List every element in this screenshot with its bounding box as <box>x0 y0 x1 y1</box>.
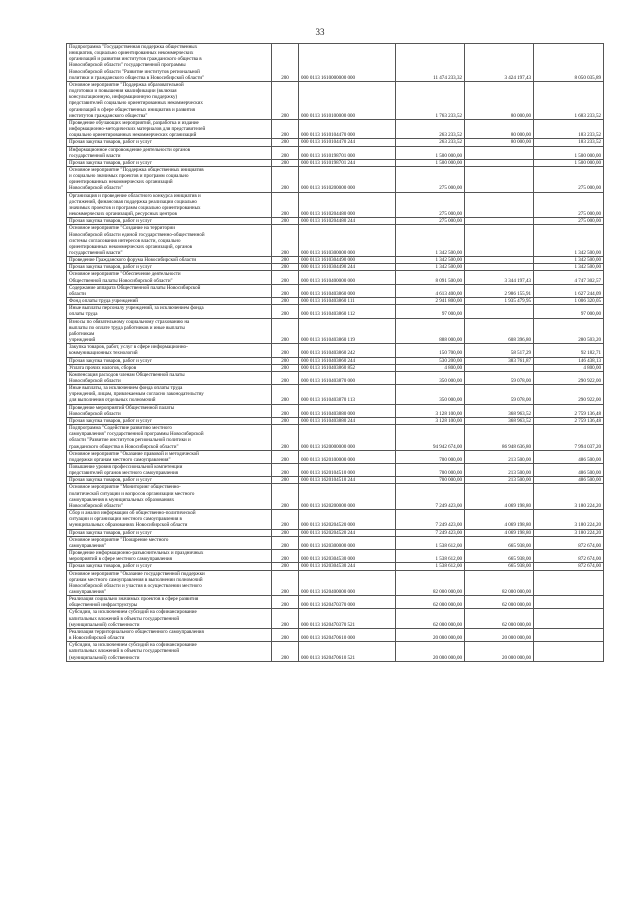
table-row <box>67 536 604 549</box>
row-classification-code: 000 0113 1610304490 000 <box>299 257 396 264</box>
row-classification-code: 000 0113 1620470370 521 <box>299 609 396 628</box>
row-classification-code: 000 0113 1610400000 000 <box>299 271 396 284</box>
row-approved-amount: 700 000,00 <box>396 477 465 484</box>
row-classification-code: 000 0113 1620400000 000 <box>299 570 396 596</box>
row-unexecuted-amount: 183 233,52 <box>534 139 604 146</box>
row-approved-amount: 3 128 100,00 <box>396 404 465 417</box>
table-row <box>67 563 604 570</box>
row-classification-code: 000 0113 1620104510 000 <box>299 464 396 477</box>
row-executed-amount: 80 000,00 <box>465 81 534 119</box>
row-approved-amount: 1 342 500,00 <box>396 225 465 257</box>
table-row <box>67 119 604 138</box>
row-approved-amount: 82 000 000,00 <box>396 570 465 596</box>
row-approved-amount: 94 942 674,00 <box>396 425 465 451</box>
row-name: Проведение информационно-разъяснительных и праздничных мероприятий в сфере местного самоуправления <box>67 550 272 563</box>
row-classification-code: 000 0113 1610104470 244 <box>299 139 396 146</box>
row-executed-amount: 665 938,00 <box>465 550 534 563</box>
table-row <box>67 318 604 344</box>
row-approved-amount: 263 233,52 <box>396 119 465 138</box>
table-row <box>67 271 604 284</box>
row-approved-amount: 530 200,00 <box>396 357 465 364</box>
row-executed-amount: 59 078,00 <box>465 385 534 404</box>
row-code: 200 <box>272 596 299 609</box>
row-executed-amount: 3 424 197,43 <box>465 44 534 82</box>
row-executed-amount: 58 517,29 <box>465 344 534 357</box>
row-approved-amount: 275 000,00 <box>396 218 465 225</box>
row-executed-amount <box>465 218 534 225</box>
row-code: 200 <box>272 450 299 463</box>
row-classification-code: 000 0113 1620470610 000 <box>299 628 396 641</box>
row-executed-amount <box>465 192 534 218</box>
table-row <box>67 477 604 484</box>
row-code: 200 <box>272 305 299 318</box>
row-name: Закупка товаров, работ, услуг в сфере информационно- коммуникационных технологий <box>67 344 272 357</box>
row-classification-code: 000 0113 1610403870 113 <box>299 385 396 404</box>
row-unexecuted-amount: 92 182,71 <box>534 344 604 357</box>
row-name: Субсидии, за исключением субсидий на софинансирование капитальных вложений в объекты государственной (муниципальной) собственности <box>67 642 272 661</box>
row-executed-amount: 80 000,00 <box>465 139 534 146</box>
row-name: Сбор и анализ информации об общественно-политической ситуации и организации местного самоуправления в муниципальных образованиях Новосибирской области <box>67 510 272 529</box>
row-executed-amount <box>465 159 534 166</box>
row-code: 200 <box>272 425 299 451</box>
row-executed-amount: 213 500,00 <box>465 464 534 477</box>
table-row <box>67 284 604 297</box>
table-row <box>67 642 604 661</box>
row-classification-code: 000 0113 1610403860 244 <box>299 357 396 364</box>
row-approved-amount: 275 000,00 <box>396 192 465 218</box>
row-name: Прочая закупка товаров, работ и услуг <box>67 529 272 536</box>
row-approved-amount: 1 500 000,00 <box>396 159 465 166</box>
table-row <box>67 529 604 536</box>
table-row <box>67 385 604 404</box>
row-code: 200 <box>272 464 299 477</box>
row-code: 200 <box>272 81 299 119</box>
row-unexecuted-amount <box>534 609 604 628</box>
row-approved-amount: 20 000 000,00 <box>396 642 465 661</box>
row-name: Субсидии, за исключением субсидий на софинансирование капитальных вложений в объекты государственной (муниципальной) собственности <box>67 609 272 628</box>
table-row <box>67 550 604 563</box>
row-classification-code: 000 0113 1620204520 000 <box>299 510 396 529</box>
row-name: Основное мероприятие "Создание на территории Новосибирской области единой государственно-общественной системы согласования интересов власти, социально ориентированных некоммерческих организаций, органов государственной власти" <box>67 225 272 257</box>
row-approved-amount: 700 000,00 <box>396 450 465 463</box>
row-approved-amount: 2 941 800,00 <box>396 298 465 305</box>
row-name: Прочая закупка товаров, работ и услуг <box>67 264 272 271</box>
row-unexecuted-amount <box>534 628 604 641</box>
row-name: Реализация социально значимых проектов в сфере развития общественной инфраструктуры <box>67 596 272 609</box>
row-approved-amount: 150 700,00 <box>396 344 465 357</box>
row-unexecuted-amount: 3 180 224,20 <box>534 529 604 536</box>
row-code: 200 <box>272 385 299 404</box>
table-row <box>67 464 604 477</box>
table-row <box>67 264 604 271</box>
row-executed-amount: 80 000,00 <box>465 119 534 138</box>
row-name: Подпрограмма "Государственная поддержка общественных инициатив, социально ориентированных некоммерческих организаций и развития институтов гражданского общества в Новосибирской области" государственной программы Новосибирской области "Развитие институтов региональной политики и гражданского общества в Новосибирской области" <box>67 44 272 82</box>
row-executed-amount: 213 500,00 <box>465 477 534 484</box>
row-name: Прочая закупка товаров, работ и услуг <box>67 477 272 484</box>
row-code: 200 <box>272 225 299 257</box>
row-unexecuted-amount: 486 500,00 <box>534 477 604 484</box>
row-unexecuted-amount: 7 994 037,20 <box>534 425 604 451</box>
row-approved-amount: 1 763 233,52 <box>396 81 465 119</box>
row-unexecuted-amount <box>534 642 604 661</box>
table-row <box>67 344 604 357</box>
row-unexecuted-amount: 8 050 035,89 <box>534 44 604 82</box>
row-classification-code: 000 0113 1610304490 244 <box>299 264 396 271</box>
row-unexecuted-amount: 872 674,00 <box>534 550 604 563</box>
row-name: Основное мероприятие "Мониторинг общественно- политической ситуации и вопросов организации местного самоуправления в муниципальных образованиях Новосибирской области" <box>67 484 272 510</box>
row-approved-amount: 1 500 000,00 <box>396 146 465 159</box>
row-approved-amount: 1 538 612,00 <box>396 563 465 570</box>
row-unexecuted-amount: 3 180 224,20 <box>534 484 604 510</box>
table-row <box>67 166 604 192</box>
row-executed-amount <box>465 305 534 318</box>
row-code: 200 <box>272 529 299 536</box>
row-code: 200 <box>272 357 299 364</box>
table-row <box>67 146 604 159</box>
row-name: Основное мероприятие "Поощрение местного самоуправления" <box>67 536 272 549</box>
row-classification-code: 000 0113 1610300000 000 <box>299 225 396 257</box>
row-unexecuted-amount: 275 000,00 <box>534 192 604 218</box>
row-executed-amount: 62 000 000,00 <box>465 609 534 628</box>
row-approved-amount: 11 474 233,32 <box>396 44 465 82</box>
table-row <box>67 609 604 628</box>
row-approved-amount: 263 233,52 <box>396 139 465 146</box>
table-row <box>67 225 604 257</box>
row-executed-amount: 213 500,00 <box>465 450 534 463</box>
row-name: Проведение обучающих мероприятий, разработка и издание информационно-методических материалов для представителей социально ориентированных некоммерческих организаций <box>67 119 272 138</box>
row-code: 200 <box>272 192 299 218</box>
row-code: 200 <box>272 218 299 225</box>
page-number: 33 <box>315 27 325 37</box>
table-row <box>67 192 604 218</box>
table-row <box>67 628 604 641</box>
row-code: 200 <box>272 642 299 661</box>
row-code: 200 <box>272 318 299 344</box>
row-classification-code: 000 0113 1610200000 000 <box>299 166 396 192</box>
row-name: Основное мероприятие "Обеспечение деятельности Общественной палаты Новосибирской области" <box>67 271 272 284</box>
table-row <box>67 81 604 119</box>
row-approved-amount: 7 249 423,00 <box>396 484 465 510</box>
row-approved-amount: 1 342 500,00 <box>396 264 465 271</box>
row-approved-amount: 700 000,00 <box>396 464 465 477</box>
row-code: 200 <box>272 344 299 357</box>
row-code: 200 <box>272 139 299 146</box>
row-executed-amount: 383 761,87 <box>465 357 534 364</box>
row-approved-amount: 888 000,00 <box>396 318 465 344</box>
row-code: 200 <box>272 563 299 570</box>
row-unexecuted-amount: 275 000,00 <box>534 166 604 192</box>
row-name: Организация и проведение областного конкурса инициатив и достижений, финансовая поддержка реализации социально значимых проектов и программ социально ориентированных некоммерческих организаций, ресурсных центров <box>67 192 272 218</box>
row-classification-code: 000 0113 1620200000 000 <box>299 484 396 510</box>
row-unexecuted-amount: 2 759 136,48 <box>534 417 604 424</box>
row-code: 200 <box>272 159 299 166</box>
row-executed-amount: 82 000 000,00 <box>465 570 534 596</box>
row-executed-amount: 4 069 198,80 <box>465 484 534 510</box>
row-classification-code: 000 0113 1610403860 242 <box>299 344 396 357</box>
row-classification-code: 000 0113 1610403870 000 <box>299 371 396 384</box>
row-name: Основное мероприятие "Оказание правовой и методической поддержки органам местного самоуправления" <box>67 450 272 463</box>
row-classification-code: 000 0113 1620100000 000 <box>299 450 396 463</box>
row-unexecuted-amount: 872 674,00 <box>534 563 604 570</box>
row-classification-code: 000 0113 1620470610 521 <box>299 642 396 661</box>
budget-execution-table <box>66 43 604 662</box>
row-classification-code: 000 0113 1620304530 244 <box>299 563 396 570</box>
row-unexecuted-amount: 1 342 500,00 <box>534 257 604 264</box>
row-classification-code: 000 0113 1610204480 000 <box>299 192 396 218</box>
table-row <box>67 510 604 529</box>
row-approved-amount: 350 000,00 <box>396 385 465 404</box>
row-executed-amount: 665 938,00 <box>465 536 534 549</box>
row-classification-code: 000 0113 1610403860 112 <box>299 305 396 318</box>
row-executed-amount: 368 963,52 <box>465 417 534 424</box>
row-executed-amount: 1 935 479,95 <box>465 298 534 305</box>
row-code: 200 <box>272 284 299 297</box>
row-classification-code: 000 0113 1610403860 119 <box>299 318 396 344</box>
row-classification-code: 000 0113 1610104470 000 <box>299 119 396 138</box>
row-executed-amount <box>465 166 534 192</box>
table-row <box>67 44 604 82</box>
row-approved-amount: 8 091 500,00 <box>396 271 465 284</box>
row-classification-code: 000 0113 1620204520 244 <box>299 529 396 536</box>
row-approved-amount: 20 000 000,00 <box>396 628 465 641</box>
row-unexecuted-amount: 146 438,13 <box>534 357 604 364</box>
row-name: Компенсация расходов членам Общественной палаты Новосибирской области <box>67 371 272 384</box>
row-approved-amount: 3 128 100,00 <box>396 417 465 424</box>
row-code: 200 <box>272 484 299 510</box>
row-unexecuted-amount: 290 922,00 <box>534 385 604 404</box>
row-name: Содержание аппарата Общественной палаты Новосибирской области <box>67 284 272 297</box>
row-executed-amount: 20 000 000,00 <box>465 628 534 641</box>
row-approved-amount: 97 000,00 <box>396 305 465 318</box>
row-classification-code: 000 0113 1610403860 111 <box>299 298 396 305</box>
row-unexecuted-amount: 4 747 302,57 <box>534 271 604 284</box>
row-code: 200 <box>272 271 299 284</box>
row-unexecuted-amount: 1 627 244,09 <box>534 284 604 297</box>
row-classification-code: 000 0113 1610198701 000 <box>299 146 396 159</box>
row-unexecuted-amount: 183 233,52 <box>534 119 604 138</box>
row-code: 200 <box>272 371 299 384</box>
row-name: Основное мероприятие "Поддержка общественных инициатив и социально значимых проектов и программ социально ориентированных некоммерческих организаций Новосибирской области" <box>67 166 272 192</box>
row-executed-amount <box>465 146 534 159</box>
row-code: 200 <box>272 257 299 264</box>
row-executed-amount: 608 396,80 <box>465 318 534 344</box>
row-classification-code: 000 0113 1620104510 244 <box>299 477 396 484</box>
row-code: 200 <box>272 628 299 641</box>
table-row <box>67 139 604 146</box>
table-body <box>67 44 604 662</box>
row-unexecuted-amount: 97 000,00 <box>534 305 604 318</box>
row-unexecuted-amount: 1 342 500,00 <box>534 225 604 257</box>
row-name: Взносы по обязательному социальному страхованию на выплаты по оплате труда работников и иные выплаты работникам учреждений <box>67 318 272 344</box>
row-unexecuted-amount: 3 180 224,20 <box>534 510 604 529</box>
table-row <box>67 484 604 510</box>
row-name: Прочая закупка товаров, работ и услуг <box>67 357 272 364</box>
row-approved-amount: 1 342 500,00 <box>396 257 465 264</box>
row-name: Прочая закупка товаров, работ и услуг <box>67 563 272 570</box>
row-unexecuted-amount: 1 500 000,00 <box>534 146 604 159</box>
row-name: Основное мероприятие "Поддержка образовательной подготовки и повышения квалификации (включая консультационную, информационную поддержку) представителей социально ориентированных некоммерческих организаций в сфере общественных инициатив и развития институтов гражданского общества" <box>67 81 272 119</box>
row-classification-code: 000 0113 1610403860 000 <box>299 284 396 297</box>
row-executed-amount: 59 078,00 <box>465 371 534 384</box>
row-approved-amount: 4 613 400,00 <box>396 284 465 297</box>
row-name: Прочая закупка товаров, работ и услуг <box>67 218 272 225</box>
row-classification-code: 000 0113 1610403880 000 <box>299 404 396 417</box>
table-row <box>67 425 604 451</box>
row-executed-amount <box>465 225 534 257</box>
row-unexecuted-amount: 275 000,00 <box>534 218 604 225</box>
row-name: Подпрограмма "Содействие развитию местного самоуправления" государственной программы Новосибирской области "Развитие институтов региональной политики и гражданского общества в Новосибирской области" <box>67 425 272 451</box>
row-executed-amount <box>465 264 534 271</box>
row-unexecuted-amount <box>534 596 604 609</box>
row-executed-amount: 62 000 000,00 <box>465 596 534 609</box>
row-unexecuted-amount: 486 500,00 <box>534 464 604 477</box>
row-code: 200 <box>272 609 299 628</box>
row-unexecuted-amount: 2 759 136,48 <box>534 404 604 417</box>
row-name: Прочая закупка товаров, работ и услуг <box>67 159 272 166</box>
row-code: 200 <box>272 146 299 159</box>
row-approved-amount: 62 000 000,00 <box>396 609 465 628</box>
row-classification-code: 000 0113 1610100000 000 <box>299 81 396 119</box>
row-classification-code: 000 0113 1610198701 244 <box>299 159 396 166</box>
row-approved-amount: 1 538 612,00 <box>396 550 465 563</box>
table-row <box>67 450 604 463</box>
row-code: 200 <box>272 298 299 305</box>
row-approved-amount: 7 249 423,00 <box>396 529 465 536</box>
row-classification-code: 000 0113 1620300000 000 <box>299 536 396 549</box>
row-code: 200 <box>272 44 299 82</box>
row-name: Иные выплаты, за исключением фонда оплаты труда учреждений, лицам, привлекаемым согласно законодательству для выполнения отдельных полномочий <box>67 385 272 404</box>
row-unexecuted-amount: 280 503,20 <box>534 318 604 344</box>
row-code: 200 <box>272 510 299 529</box>
row-code: 200 <box>272 404 299 417</box>
row-name: Иные выплаты персоналу учреждений, за исключением фонда оплаты труда <box>67 305 272 318</box>
row-approved-amount: 4 800,00 <box>396 364 465 371</box>
row-approved-amount: 7 249 423,00 <box>396 510 465 529</box>
row-classification-code: 000 0113 1610204480 244 <box>299 218 396 225</box>
row-executed-amount: 4 069 198,80 <box>465 529 534 536</box>
row-name: Прочая закупка товаров, работ и услуг <box>67 417 272 424</box>
row-unexecuted-amount: 1 500 000,00 <box>534 159 604 166</box>
table-row <box>67 305 604 318</box>
row-name: Фонд оплаты труда учреждений <box>67 298 272 305</box>
row-executed-amount <box>465 364 534 371</box>
row-code: 200 <box>272 364 299 371</box>
row-classification-code: 000 0113 1610403880 244 <box>299 417 396 424</box>
table-row <box>67 570 604 596</box>
row-code: 200 <box>272 570 299 596</box>
row-approved-amount: 350 000,00 <box>396 371 465 384</box>
row-name: Прочая закупка товаров, работ и услуг <box>67 139 272 146</box>
row-executed-amount: 368 963,52 <box>465 404 534 417</box>
row-executed-amount: 665 938,00 <box>465 563 534 570</box>
row-executed-amount: 2 986 155,91 <box>465 284 534 297</box>
row-classification-code: 000 0113 1610403860 852 <box>299 364 396 371</box>
row-unexecuted-amount: 290 922,00 <box>534 371 604 384</box>
table-row <box>67 364 604 371</box>
row-name: Повышение уровня профессиональной компетенции представителей органов местного самоуправления <box>67 464 272 477</box>
row-unexecuted-amount <box>534 570 604 596</box>
row-classification-code: 000 0113 1610000000 000 <box>299 44 396 82</box>
row-classification-code: 000 0113 1620000000 000 <box>299 425 396 451</box>
table-row <box>67 371 604 384</box>
row-classification-code: 000 0113 1620470370 000 <box>299 596 396 609</box>
row-name: Проведение мероприятий Общественной палаты Новосибирской области <box>67 404 272 417</box>
row-unexecuted-amount: 486 500,00 <box>534 450 604 463</box>
row-unexecuted-amount: 4 800,00 <box>534 364 604 371</box>
row-code: 200 <box>272 264 299 271</box>
row-executed-amount: 3 344 197,43 <box>465 271 534 284</box>
row-name: Проведение Гражданского форума Новосибирской области <box>67 257 272 264</box>
row-unexecuted-amount: 1 006 320,05 <box>534 298 604 305</box>
table-row <box>67 357 604 364</box>
row-approved-amount: 1 538 612,00 <box>396 536 465 549</box>
table-row <box>67 417 604 424</box>
row-name: Основное мероприятие "Оказание государственной поддержки органам местного самоуправления в выполнении полномочий Новосибирской области и участия в осуществлении местного самоуправления" <box>67 570 272 596</box>
row-approved-amount: 275 000,00 <box>396 166 465 192</box>
row-code: 200 <box>272 550 299 563</box>
row-unexecuted-amount: 1 683 233,52 <box>534 81 604 119</box>
row-name: Информационное сопровождение деятельности органов государственной власти <box>67 146 272 159</box>
table-row <box>67 159 604 166</box>
table-row <box>67 218 604 225</box>
row-code: 200 <box>272 477 299 484</box>
row-name: Реализация территориального общественного самоуправления в Новосибирской области <box>67 628 272 641</box>
row-code: 200 <box>272 166 299 192</box>
row-unexecuted-amount: 872 674,00 <box>534 536 604 549</box>
row-code: 200 <box>272 536 299 549</box>
table-row <box>67 298 604 305</box>
row-executed-amount: 4 069 198,80 <box>465 510 534 529</box>
row-classification-code: 000 0113 1620304530 000 <box>299 550 396 563</box>
table-row <box>67 257 604 264</box>
row-executed-amount <box>465 257 534 264</box>
row-approved-amount: 62 000 000,00 <box>396 596 465 609</box>
row-unexecuted-amount: 1 342 500,00 <box>534 264 604 271</box>
table-row <box>67 404 604 417</box>
row-executed-amount: 86 948 636,80 <box>465 425 534 451</box>
row-executed-amount: 20 000 000,00 <box>465 642 534 661</box>
table-row <box>67 596 604 609</box>
row-code: 200 <box>272 417 299 424</box>
row-code: 200 <box>272 119 299 138</box>
row-name: Уплата прочих налогов, сборов <box>67 364 272 371</box>
